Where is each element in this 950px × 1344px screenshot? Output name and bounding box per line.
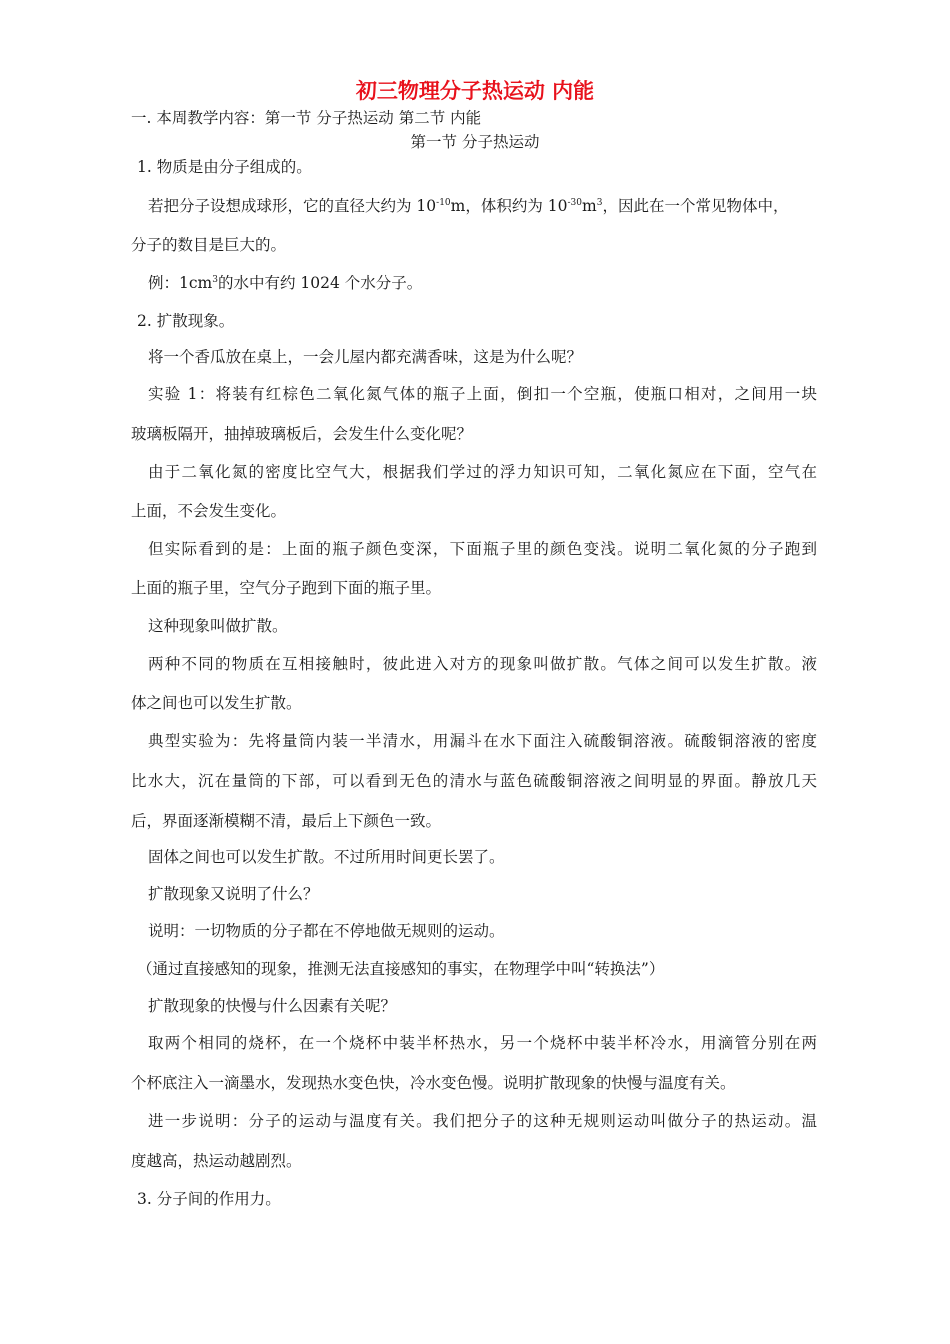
heading-1: 1. 物质是由分子组成的。 xyxy=(137,158,312,176)
paragraph-line: 进一步说明：分子的运动与温度有关。我们把分子的这种无规则运动叫做分子的热运动。温 xyxy=(148,1112,817,1130)
paragraph-molecule-size xyxy=(148,195,788,217)
paragraph-line: 固体之间也可以发生扩散。不过所用时间更长罢了。 xyxy=(148,848,505,866)
heading-3: 3. 分子间的作用力。 xyxy=(137,1190,281,1208)
paragraph-line: 度越高，热运动越剧烈。 xyxy=(131,1152,302,1170)
paragraph-line: 上面的瓶子里，空气分子跑到下面的瓶子里。 xyxy=(131,579,442,597)
paragraph-line: 后，界面逐渐模糊不清，最后上下颜色一致。 xyxy=(131,812,442,830)
intro-line: 一. 本周教学内容：第一节 分子热运动 第二节 内能 xyxy=(131,109,482,127)
paragraph-line: 上面，不会发生变化。 xyxy=(131,502,287,520)
paragraph-line: （通过直接感知的现象，推测无法直接感知的事实，在物理学中叫“转换法”） xyxy=(137,960,665,978)
paragraph-line: 比水大，沉在量筒的下部，可以看到无色的清水与蓝色硫酸铜溶液之间明显的界面。静放几天 xyxy=(131,772,817,790)
paragraph-line: 由于二氧化氮的密度比空气大，根据我们学过的浮力知识可知，二氧化氮应在下面，空气在 xyxy=(148,463,817,481)
paragraph-line: 说明：一切物质的分子都在不停地做无规则的运动。 xyxy=(148,922,505,940)
document-title: 初三物理分子热运动 内能 xyxy=(355,78,595,103)
text-fragment: 例：1cm xyxy=(148,274,213,292)
paragraph-line: 但实际看到的是：上面的瓶子颜色变深，下面瓶子里的颜色变浅。说明二氧化氮的分子跑到 xyxy=(148,540,817,558)
paragraph-line: 扩散现象又说明了什么？ xyxy=(148,885,319,903)
example-line xyxy=(148,272,422,294)
paragraph-line: 体之间也可以发生扩散。 xyxy=(131,694,302,712)
paragraph-line: 扩散现象的快慢与什么因素有关呢？ xyxy=(148,997,397,1015)
superscript: 3 xyxy=(212,274,218,285)
paragraph-line: 分子的数目是巨大的。 xyxy=(131,236,287,254)
paragraph-line: 玻璃板隔开，抽掉玻璃板后，会发生什么变化呢？ xyxy=(131,425,473,443)
section-heading: 第一节 分子热运动 xyxy=(410,133,540,151)
paragraph-line: 这种现象叫做扩散。 xyxy=(148,617,288,635)
text-fragment: 的水中有约 1024 个水分子。 xyxy=(217,274,423,292)
text-fragment: m，体积约为 10 xyxy=(450,197,568,215)
superscript: -10 xyxy=(436,197,451,208)
text-fragment: m xyxy=(582,197,597,215)
heading-2: 2. 扩散现象。 xyxy=(137,312,235,330)
superscript: 3 xyxy=(596,197,603,208)
paragraph-line: 两种不同的物质在互相接触时，彼此进入对方的现象叫做扩散。气体之间可以发生扩散。液 xyxy=(148,655,817,673)
paragraph-line: 典型实验为：先将量筒内装一半清水，用漏斗在水下面注入硫酸铜溶液。硫酸铜溶液的密度 xyxy=(148,732,817,750)
text-fragment: ，因此在一个常见物体中， xyxy=(602,197,789,215)
paragraph-line: 取两个相同的烧杯，在一个烧杯中装半杯热水，另一个烧杯中装半杯冷水，用滴管分别在两 xyxy=(148,1034,817,1052)
superscript: -30 xyxy=(567,197,583,208)
text-fragment: 若把分子设想成球形，它的直径大约为 10 xyxy=(148,197,437,215)
paragraph-line: 个杯底注入一滴墨水，发现热水变色快，冷水变色慢。说明扩散现象的快慢与温度有关。 xyxy=(131,1074,736,1092)
paragraph-line: 将一个香瓜放在桌上，一会儿屋内都充满香味，这是为什么呢？ xyxy=(148,348,583,366)
paragraph-line: 实验 1：将装有红棕色二氧化氮气体的瓶子上面，倒扣一个空瓶，使瓶口相对，之间用一块 xyxy=(148,385,817,403)
